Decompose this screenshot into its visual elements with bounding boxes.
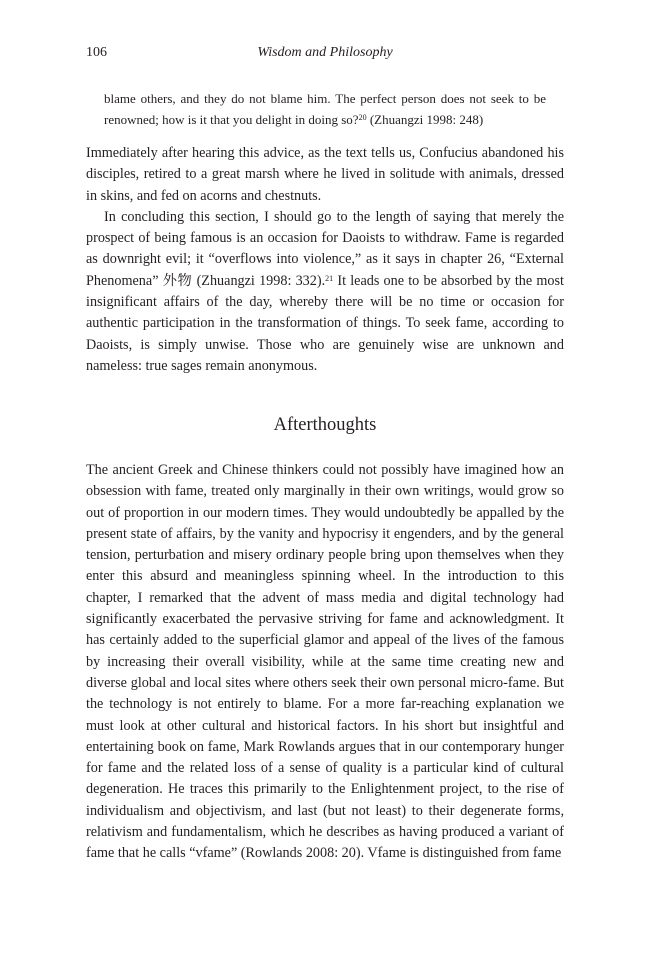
block-quote xyxy=(104,88,546,130)
page-number: 106 xyxy=(86,45,107,60)
body-text-lower xyxy=(86,460,564,865)
paragraph-concluding-part2: It leads one to be absorbed by the most insignificant affairs of the day, whereby there will be no time or occasion for authentic participation in the transformation of things. To seek fame, according to Daoists, is simply unwise. Those who are genuinely wise are unknown and nameless: true sages remain anonymous. xyxy=(86,272,564,374)
paragraph-concluding-part1: In concluding this section, I should go to the length of saying that merely the prospect of being famous is an occasion for Daoists to withdraw. Fame is regarded as downright evil; it “overflows into violence,” as it says in chapter 26, “External Phenomena” 外物 (Zhuangzi 1998: 332). xyxy=(86,208,564,289)
quote-citation: (Zhuangzi 1998: 248) xyxy=(366,112,484,127)
paragraph-confucius: Immediately after hearing this advice, as the text tells us, Confucius abandoned his disciples, retired to a great marsh where he lived in solitude with animals, dressed in skins, and fed on acorns and chestnuts. xyxy=(86,145,564,204)
body-text-upper xyxy=(86,143,564,377)
footnote-ref-21: 21 xyxy=(325,273,334,283)
paragraph-concluding xyxy=(86,207,564,377)
running-head: Wisdom and Philosophy xyxy=(257,45,393,60)
quote-text: blame others, and they do not blame him. The perfect person does not seek to be renowned; how is it that you delight in doing so? xyxy=(104,91,546,127)
paragraph-afterthoughts: The ancient Greek and Chinese thinkers could not possibly have imagined how an obsession with fame, treated only marginally in their own writings, would grow so out of proportion in our modern times. They would undoubtedly be appalled by the present state of affairs, by the vanity and hypocrisy it engenders, and by the general tension, perturbation and misery ordinary people bring upon themselves when they enter this absurd and meaningless spinning wheel. In the introduction to this chapter, I remarked that the advent of mass media and digital technology had significantly exacerbated the pervasive striving for fame and acknowledgment. It has certainly added to the superficial glamor and appeal of the lives of the famous by increasing their overall visibility, while at the same time creating new and diverse global and local sites where others seek their own personal micro-fame. But the technology is not entirely to blame. For a more far-reaching explanation we must look at other cultural and historical factors. In his short but insightful and entertaining book on fame, Mark Rowlands argues that in our contemporary hunger for fame and the related loss of a sense of quality is a particular kind of cultural degeneration. He traces this primarily to the Enlightenment project, to the rise of individualism and objectivism, and last (but not least) to their degenerate forms, relativism and fundamentalism, which he describes as having produced a variant of fame that he calls “vfame” (Rowlands 2008: 20). Vfame is distinguished from fame xyxy=(86,462,564,862)
footnote-ref-20: 20 xyxy=(358,113,367,122)
section-heading: Afterthoughts xyxy=(273,415,377,435)
